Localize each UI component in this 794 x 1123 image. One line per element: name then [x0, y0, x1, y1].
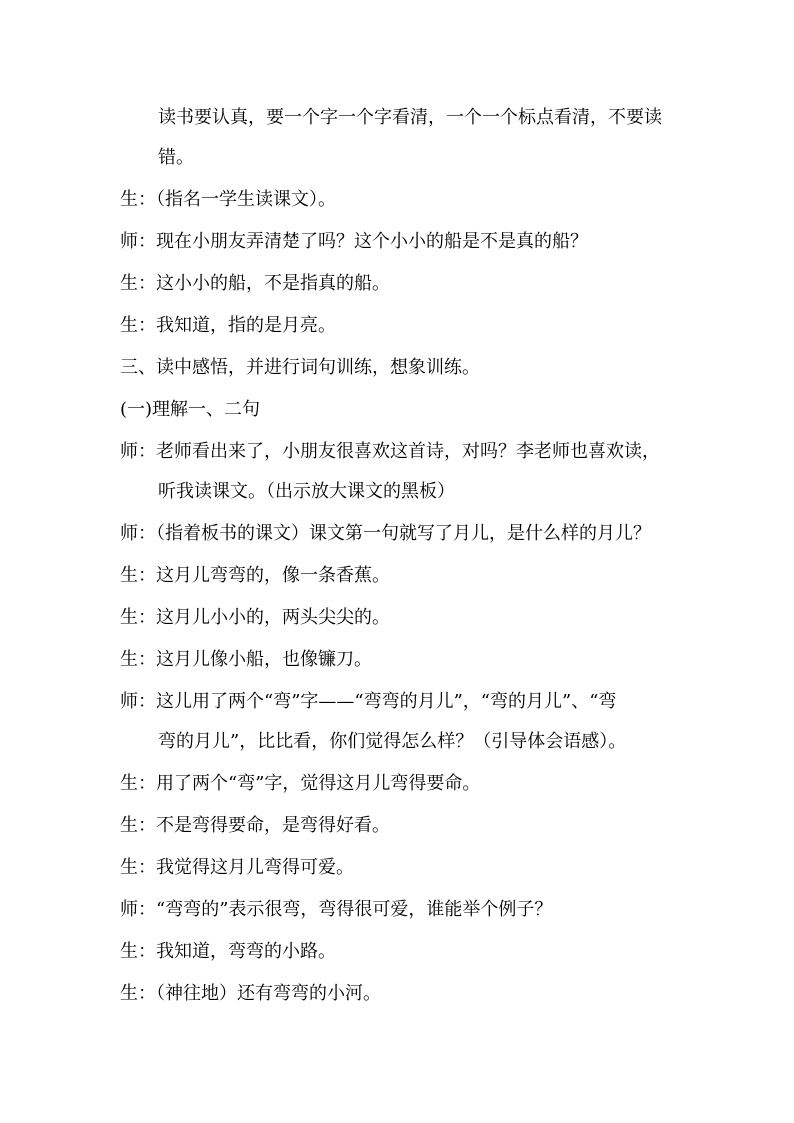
text-line: 生：这月儿弯弯的，像一条香蕉。: [120, 565, 390, 586]
text-line: 生：这月儿像小船，也像镰刀。: [120, 649, 372, 670]
text-line: 生：用了两个“弯”字，觉得这月儿弯得要命。: [120, 773, 481, 794]
text-line: 生：（指名一学生读课文）。: [120, 189, 336, 210]
subsection-heading: (一)理解一、二句: [120, 399, 261, 420]
text-line: 师：“弯弯的”表示很弯，弯得很可爱，谁能举个例子？: [120, 899, 553, 920]
text-line: 生：这月儿小小的，两头尖尖的。: [120, 607, 390, 628]
text-line: 生：我知道，指的是月亮。: [120, 315, 336, 336]
text-line: 生：（神往地）还有弯弯的小河。: [120, 983, 381, 1004]
section-heading: 三、读中感悟，并进行词句训练，想象训练。: [120, 357, 480, 378]
text-line: 弯的月儿”，比比看，你们觉得怎么样？（引导体会语感）。: [158, 731, 627, 752]
text-line: 师：这儿用了两个“弯”字——“弯弯的月儿”，“弯的月儿”、“弯: [120, 691, 617, 712]
text-line: 师：老师看出来了，小朋友很喜欢这首诗，对吗？李老师也喜欢读，: [120, 441, 660, 462]
text-line: 生：不是弯得要命，是弯得好看。: [120, 815, 390, 836]
text-line: 读书要认真，要一个字一个字看清，一个一个标点看清，不要读: [158, 107, 662, 128]
text-line: 师：（指着板书的课文）课文第一句就写了月儿，是什么样的月儿？: [120, 523, 651, 544]
text-line: 师：现在小朋友弄清楚了吗？这个小小的船是不是真的船？: [120, 231, 588, 252]
text-line: 听我读课文。（出示放大课文的黑板）: [158, 481, 455, 502]
text-line: 生：我觉得这月儿弯得可爱。: [120, 857, 354, 878]
text-line: 生：这小小的船，不是指真的船。: [120, 273, 390, 294]
text-line: 生：我知道，弯弯的小路。: [120, 941, 336, 962]
text-line: 错。: [158, 147, 194, 168]
